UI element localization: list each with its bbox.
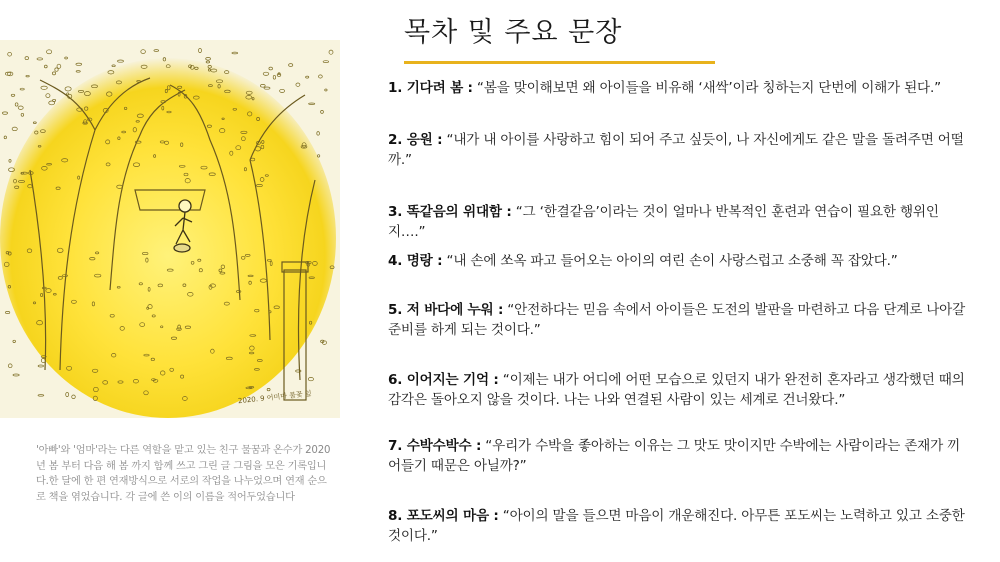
toc-item-label: 8. 포도씨의 마음 : bbox=[388, 508, 499, 524]
toc-item bbox=[388, 370, 973, 410]
toc-item bbox=[388, 300, 973, 340]
toc-item-label: 2. 응원 : bbox=[388, 132, 443, 148]
toc-item-quote: “내가 내 아이를 사랑하고 힘이 되어 주고 싶듯이, 나 자신에게도 같은 말을 돌려주면 어떨까.” bbox=[388, 132, 964, 168]
toc-item bbox=[388, 202, 973, 242]
page-title: 목차 및 주요 문장 bbox=[404, 17, 623, 48]
toc-item-label: 7. 수박수박수 : bbox=[388, 438, 482, 454]
toc-item-quote: “그 ‘한결같음’이라는 것이 얼마나 반복적인 훈련과 연습이 필요한 행위인지….” bbox=[388, 204, 939, 240]
park-drawing bbox=[0, 40, 340, 418]
toc-item-quote: “봄을 맞이해보면 왜 아이들을 비유해 ‘새싹’이라 칭하는지 단번에 이해가 된다.” bbox=[472, 80, 941, 96]
toc-item-quote: “내 손에 쏘옥 파고 들어오는 아이의 여린 손이 사랑스럽고 소중해 꼭 잡았다.” bbox=[442, 253, 898, 269]
toc-item bbox=[388, 436, 973, 476]
toc-item-quote: “아이의 말을 들으면 마음이 개운해진다. 아무튼 포도씨는 노력하고 있고 소중한 것이다.” bbox=[388, 508, 965, 544]
illustration-signature: 2020. 9 어미마 물꽃 잎 bbox=[237, 389, 313, 406]
toc-item bbox=[388, 78, 973, 98]
toc-item-label: 5. 저 바다에 누워 : bbox=[388, 302, 504, 318]
toc-item-label: 1. 기다려 봄 : bbox=[388, 80, 473, 96]
book-description: '아빠'와 '엄마'라는 다른 역할을 맡고 있는 친구 물꿈과 온수가 2020년 봄 부터 다음 해 봄 까지 함께 쓰고 그린 글 그림을 모은 기록입니다.한 달에 한 편 연재방식으로 서로의 작업을 나누었으며 연재 순으로 책을 엮었습니다. 각 글에 쓴 이의 이름을 적어두었습니다 bbox=[36, 445, 331, 503]
toc-item-quote: “이제는 내가 어디에 어떤 모습으로 있던지 내가 완전히 혼자라고 생각했던 때의 감각은 돌아오지 않을 것이다. 나는 나와 연결된 사람이 있는 세계로 건너왔다.” bbox=[388, 372, 965, 408]
toc-item bbox=[388, 130, 973, 170]
title-underline bbox=[404, 61, 715, 64]
cover-illustration bbox=[0, 40, 340, 418]
toc-item bbox=[388, 506, 973, 546]
toc-item-label: 3. 똑같음의 위대함 : bbox=[388, 204, 512, 220]
toc-item bbox=[388, 251, 973, 271]
toc-item-label: 4. 명랑 : bbox=[388, 253, 443, 269]
toc-item-label: 6. 이어지는 기억 : bbox=[388, 372, 499, 388]
toc-item-quote: “우리가 수박을 좋아하는 이유는 그 맛도 맛이지만 수박에는 사람이라는 존재가 끼어들기 때문은 아닐까?” bbox=[388, 438, 961, 474]
toc-item-quote: “안전하다는 믿음 속에서 아이들은 도전의 발판을 마련하고 다음 단계로 나아갈 준비를 하게 되는 것이다.” bbox=[388, 302, 966, 338]
